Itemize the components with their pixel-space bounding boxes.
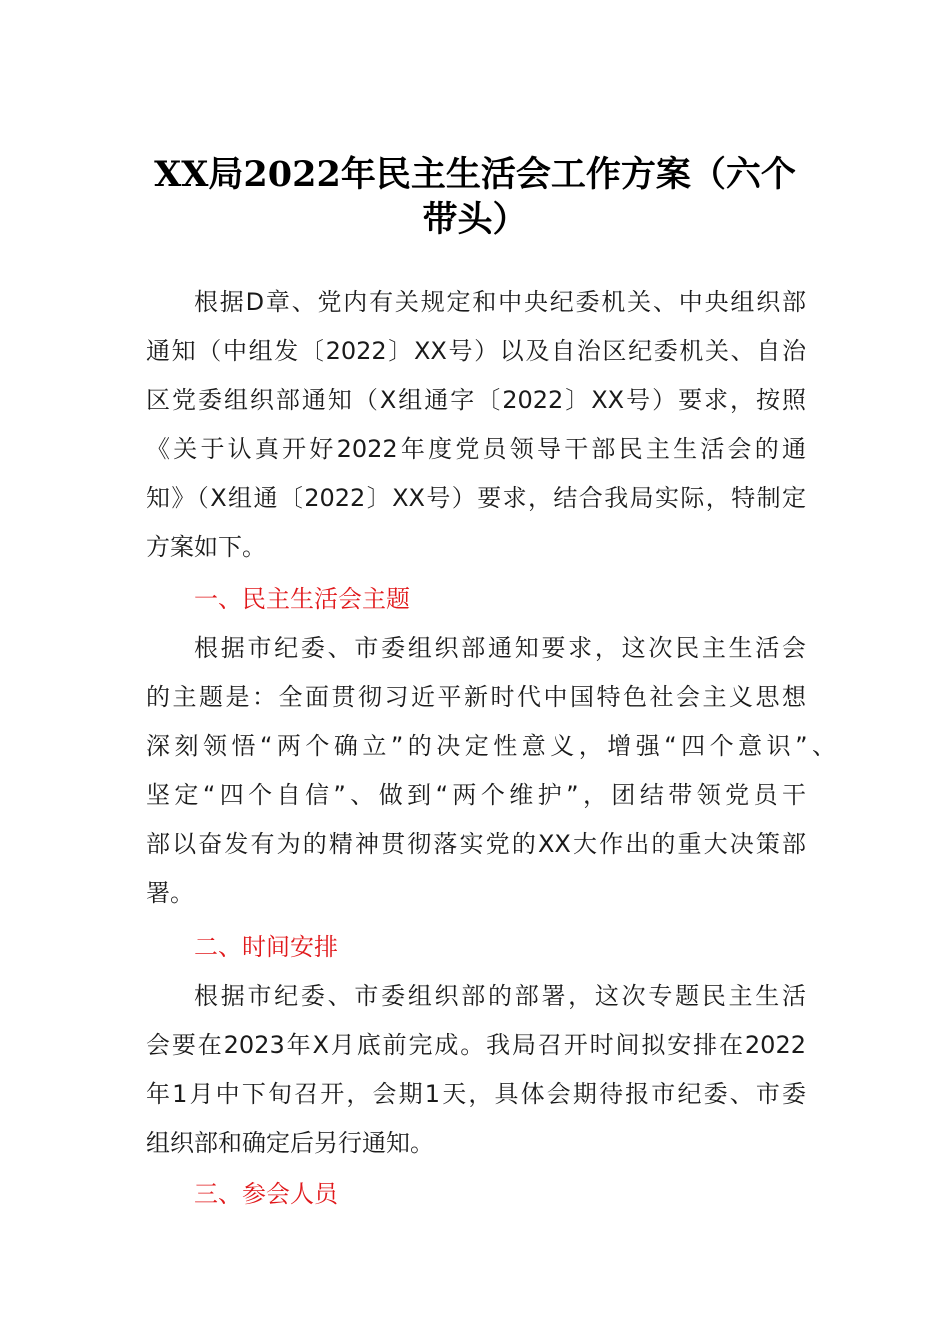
section-1-heading: 一、民主生活会主题: [194, 585, 410, 613]
intro-line-2: 通知（中组发〔2022〕XX号）以及自治区纪委机关、自治: [146, 337, 806, 365]
section-3-heading: 三、参会人员: [194, 1180, 338, 1208]
intro-line-1: 根据D章、党内有关规定和中央纪委机关、中央组织部: [194, 288, 806, 316]
section-1-line-5: 部以奋发有为的精神贯彻落实党的XX大作出的重大决策部: [146, 830, 806, 858]
section-1-line-6: 署。: [146, 879, 194, 907]
intro-line-4: 《关于认真开好2022年度党员领导干部民主生活会的通: [146, 435, 806, 463]
section-1-line-4: 坚定“四个自信”、做到“两个维护”，团结带领党员干: [146, 781, 806, 809]
section-2-heading: 二、时间安排: [194, 933, 338, 961]
section-1-line-1: 根据市纪委、市委组织部通知要求，这次民主生活会: [194, 634, 806, 662]
section-2-line-3: 年1月中下旬召开，会期1天，具体会期待报市纪委、市委: [146, 1080, 806, 1108]
section-1-line-3: 深刻领悟“两个确立”的决定性意义，增强“四个意识”、: [146, 732, 836, 760]
section-2-line-1: 根据市纪委、市委组织部的部署，这次专题民主生活: [194, 982, 806, 1010]
intro-line-3: 区党委组织部通知（X组通字〔2022〕XX号）要求，按照: [146, 386, 806, 414]
section-2-line-4: 组织部和确定后另行通知。: [146, 1129, 434, 1157]
document-title-line-2: 带头）: [422, 199, 528, 240]
section-1-line-2: 的主题是：全面贯彻习近平新时代中国特色社会主义思想: [146, 683, 806, 711]
intro-line-6: 方案如下。: [146, 533, 266, 561]
section-2-line-2: 会要在2023年X月底前完成。我局召开时间拟安排在2022: [146, 1031, 806, 1059]
intro-line-5: 知》（X组通〔2022〕XX号）要求，结合我局实际，特制定: [146, 484, 806, 512]
document-title-line-1: XX局2022年民主生活会工作方案（六个: [154, 154, 796, 195]
